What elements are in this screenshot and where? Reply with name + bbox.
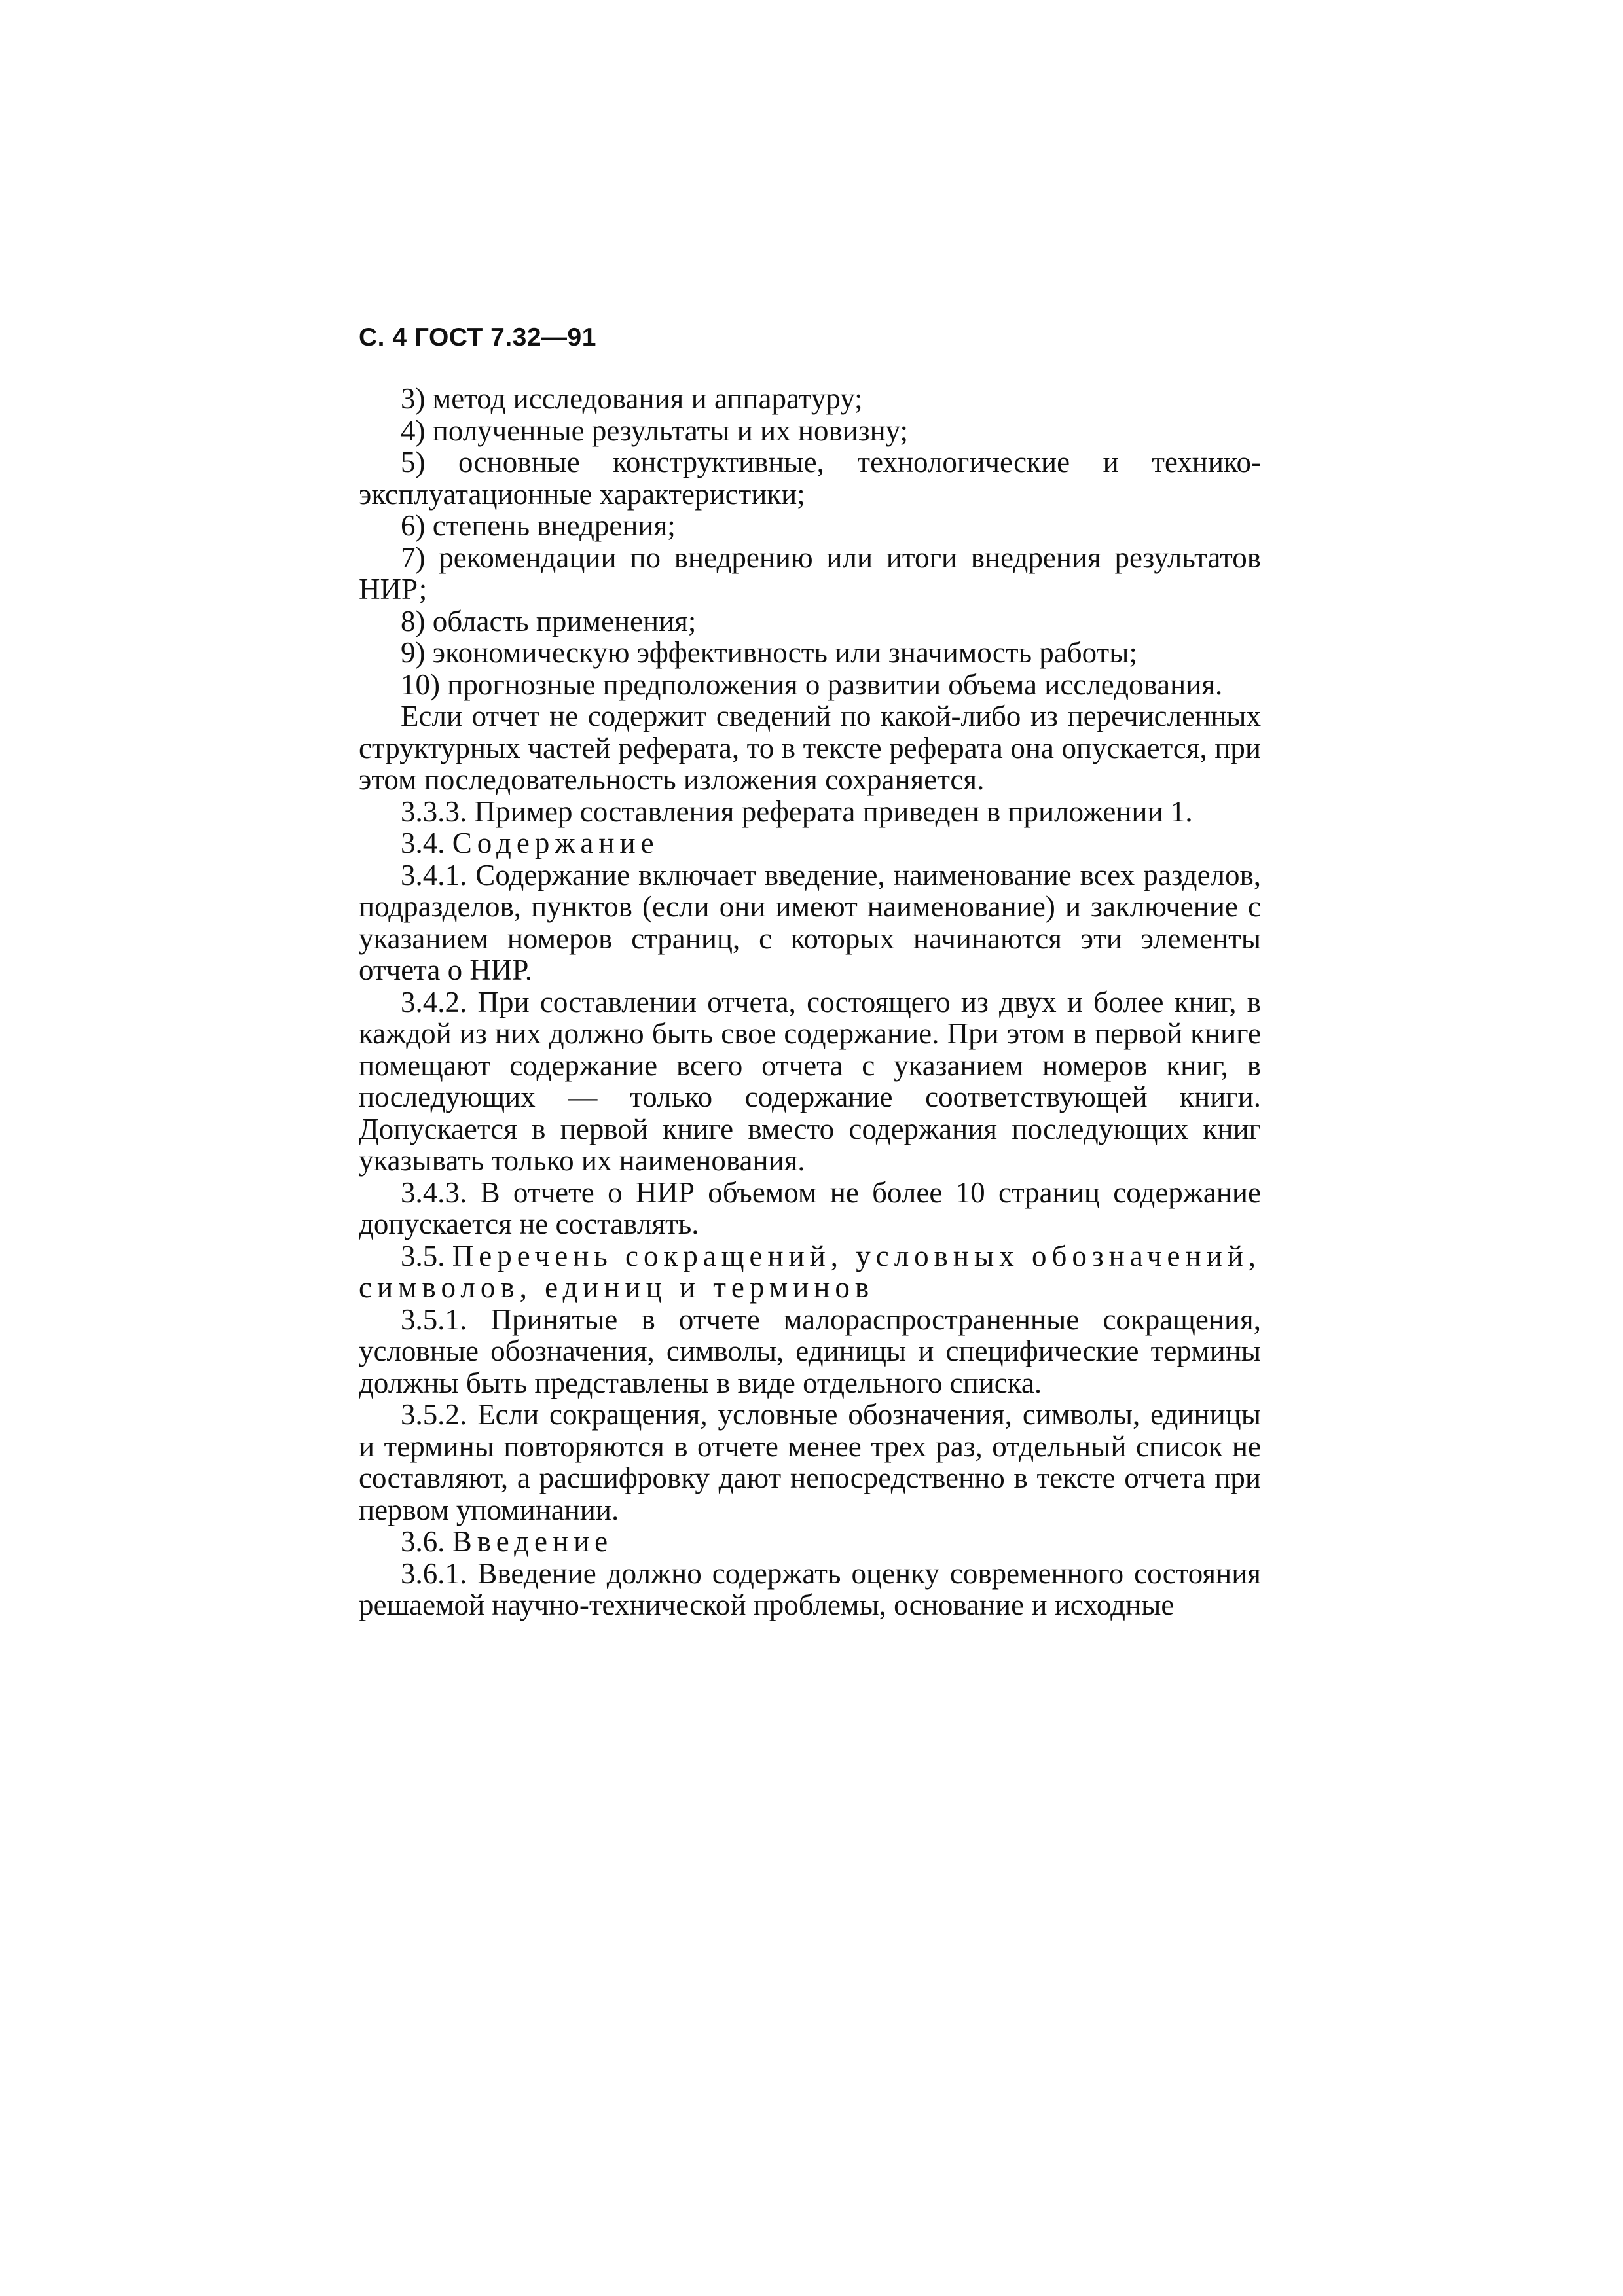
list-item: 5) основные конструктивные, технологические и технико-эксплуатационные характеристики; (359, 446, 1261, 511)
clause-3-4-1: 3.4.1. Содержание включает введение, наименование всех разделов, подразделов, пунктов (если они имеют наименование) и заключение с указанием номеров страниц, с которых начинаются эти элементы отчета о НИР. (359, 858, 1261, 986)
section-heading-3-5 (359, 1240, 1261, 1304)
section-title: Содержание (452, 827, 659, 859)
section-number: 3.6. (401, 1525, 445, 1558)
clause-3-3-3: 3.3.3. Пример составления реферата приведен в приложении 1. (401, 795, 1193, 828)
list-item: 8) область применения; (401, 604, 697, 637)
list-item: 10) прогнозные предположения о развитии объема исследования. (401, 668, 1223, 701)
section-heading-3-6 (359, 1526, 1261, 1558)
section-title: Введение (452, 1525, 613, 1558)
clause-3-5-1: 3.5.1. Принятые в отчете малораспространенные сокращения, условные обозначения, символы, единицы и специфические термины должны быть представлены в виде отдельного списка. (359, 1302, 1261, 1399)
page-body (359, 383, 1261, 1621)
section-heading-3-4 (359, 827, 1261, 859)
section-number: 3.4. (401, 827, 445, 859)
section-number: 3.5. (401, 1239, 445, 1272)
list-item: 4) полученные результаты и их новизну; (401, 414, 909, 447)
list-item: 3) метод исследования и аппаратуру; (401, 382, 863, 415)
clause-3-4-2: 3.4.2. При составлении отчета, состоящего из двух и более книг, в каждой из них должно быть свое содержание. При этом в первой книге помещают содержание всего отчета с указанием номеров книг, в последующих — только содержание соответствующей книги. Допускается в первой книге вместо содержания последующих книг указывать только их наименования. (359, 985, 1261, 1177)
list-item: 7) рекомендации по внедрению или итоги внедрения результатов НИР; (359, 541, 1261, 605)
page-header: С. 4 ГОСТ 7.32—91 (359, 323, 596, 351)
clause-3-6-1: 3.6.1. Введение должно содержать оценку современного состояния решаемой научно-технической проблемы, основание и исходные (359, 1556, 1261, 1621)
paragraph-missing-parts: Если отчет не содержит сведений по какой-либо из перечисленных структурных частей реферата, то в тексте реферата она опускается, при этом последовательность изложения сохраняется. (359, 700, 1261, 796)
clause-3-4-3: 3.4.3. В отчете о НИР объемом не более 10 страниц содержание допускается не составлять. (359, 1175, 1261, 1240)
clause-3-5-2: 3.5.2. Если сокращения, условные обозначения, символы, единицы и термины повторяются в отчете менее трех раз, отдельный список не составляют, а расшифровку дают непосредственно в тексте отчета при первом упоминании. (359, 1398, 1261, 1526)
section-title: Перечень сокращений, условных обозначений, символов, единиц и терминов (359, 1239, 1262, 1304)
list-item: 9) экономическую эффективность или значимость работы; (401, 636, 1137, 669)
list-item: 6) степень внедрения; (401, 509, 676, 542)
